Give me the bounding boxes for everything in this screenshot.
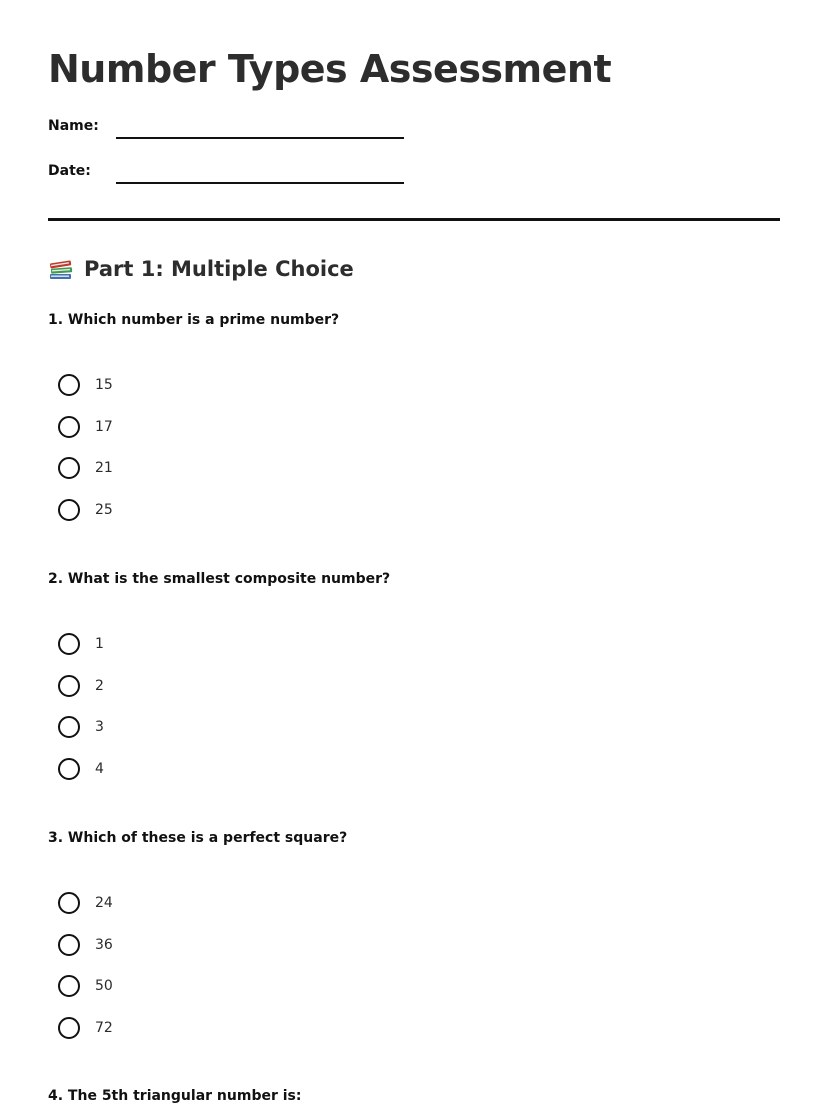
page-title: Number Types Assessment <box>48 47 612 91</box>
radio-button[interactable] <box>58 892 80 914</box>
question-text: 1. Which number is a prime number? <box>48 312 340 328</box>
option-label: 72 <box>95 1020 113 1036</box>
books-icon <box>48 257 74 281</box>
option-72[interactable] <box>58 1016 113 1040</box>
option-36[interactable] <box>58 933 113 957</box>
radio-button[interactable] <box>58 934 80 956</box>
option-label: 17 <box>95 419 113 435</box>
header-divider <box>48 218 780 221</box>
option-4[interactable] <box>58 757 104 781</box>
option-label: 25 <box>95 502 113 518</box>
option-label: 36 <box>95 937 113 953</box>
section-title: Part 1: Multiple Choice <box>84 257 354 281</box>
date-field <box>48 163 408 187</box>
name-label: Name: <box>48 118 99 134</box>
question-text: 3. Which of these is a perfect square? <box>48 830 348 846</box>
radio-button[interactable] <box>58 374 80 396</box>
radio-button[interactable] <box>58 675 80 697</box>
name-line[interactable] <box>116 137 404 139</box>
option-2[interactable] <box>58 674 104 698</box>
option-50[interactable] <box>58 974 113 998</box>
option-25[interactable] <box>58 498 113 522</box>
option-label: 2 <box>95 678 104 694</box>
radio-button[interactable] <box>58 758 80 780</box>
option-3[interactable] <box>58 715 104 739</box>
option-21[interactable] <box>58 456 113 480</box>
date-line[interactable] <box>116 182 404 184</box>
option-17[interactable] <box>58 415 113 439</box>
option-15[interactable] <box>58 373 113 397</box>
radio-button[interactable] <box>58 633 80 655</box>
option-label: 50 <box>95 978 113 994</box>
radio-button[interactable] <box>58 457 80 479</box>
radio-button[interactable] <box>58 416 80 438</box>
radio-button[interactable] <box>58 716 80 738</box>
option-label: 21 <box>95 460 113 476</box>
option-label: 15 <box>95 377 113 393</box>
radio-button[interactable] <box>58 975 80 997</box>
option-label: 3 <box>95 719 104 735</box>
question-text: 4. The 5th triangular number is: <box>48 1088 302 1104</box>
radio-button[interactable] <box>58 1017 80 1039</box>
section-heading <box>48 257 354 281</box>
date-label: Date: <box>48 163 91 179</box>
name-field <box>48 118 408 142</box>
option-24[interactable] <box>58 891 113 915</box>
radio-button[interactable] <box>58 499 80 521</box>
option-label: 24 <box>95 895 113 911</box>
option-label: 4 <box>95 761 104 777</box>
option-label: 1 <box>95 636 104 652</box>
question-text: 2. What is the smallest composite number? <box>48 571 391 587</box>
option-1[interactable] <box>58 632 104 656</box>
